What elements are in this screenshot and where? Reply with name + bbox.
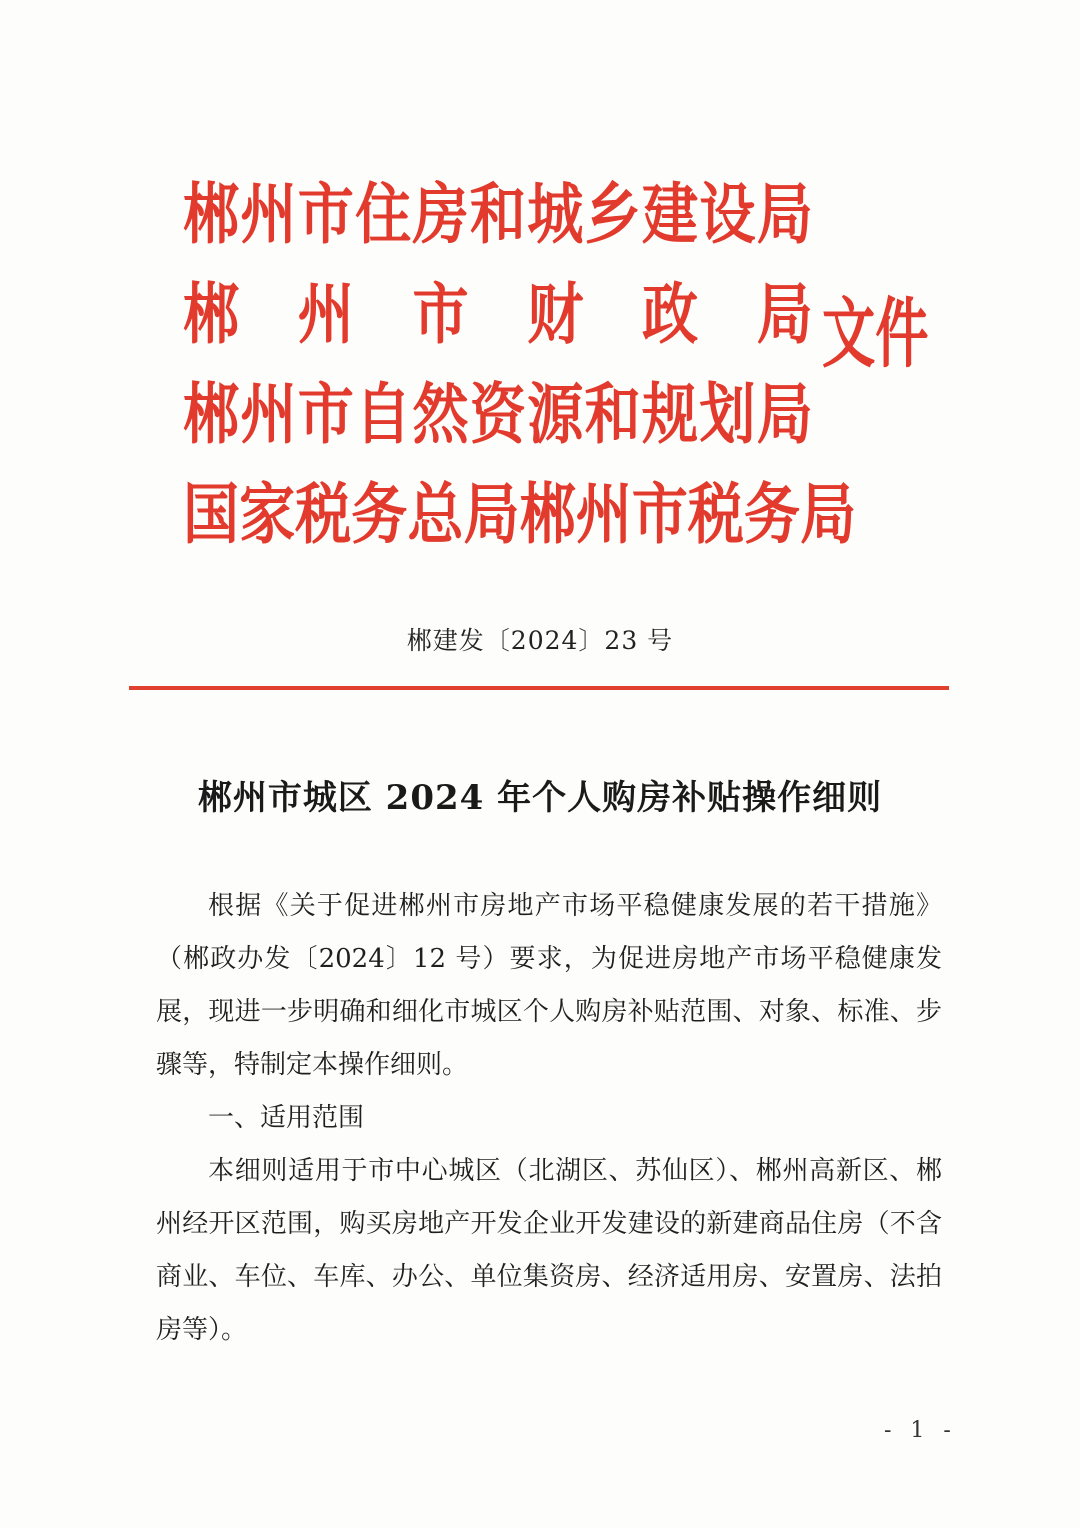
agency-char: 财 [527,276,584,353]
document-number: 郴建发〔2024〕23 号 [406,626,674,655]
agency-char: 政 [642,276,699,353]
agency-char: 务 [351,476,408,553]
agency-char: 资 [469,376,526,453]
agency-char: 源 [527,376,584,453]
agency-char: 和 [469,176,526,253]
agency-char: 郴 [183,176,240,253]
agency-char: 市 [297,376,354,453]
scope-paragraph: 本细则适用于市中心城区（北湖区、苏仙区）、郴州高新区、郴州经开区范围，购买房地产开发企业开发建设的新建商品住房（不含商业、车位、车库、办公、单位集资房、经济适用房、安置房、法拍房等）。 [156,1156,942,1345]
agency-char: 局 [463,476,520,553]
document-title: 郴州市城区 2024 年个人购房补贴操作细则 [197,778,883,818]
document-type-label: 文件 [822,289,929,378]
agency-char: 市 [631,476,688,553]
agency-char: 税 [295,476,352,553]
agency-char: 划 [699,376,756,453]
agency-char: 乡 [584,176,641,253]
agency-line-natural-resources [183,365,813,465]
agency-char: 州 [240,176,297,253]
agency-char: 国 [183,476,240,553]
agency-char: 规 [642,376,699,453]
agency-char: 务 [744,476,801,553]
agency-char: 总 [407,476,464,553]
agency-char: 自 [355,376,412,453]
agency-char: 家 [239,476,296,553]
agency-char: 城 [527,176,584,253]
agency-char: 局 [800,476,857,553]
agency-char: 住 [355,176,412,253]
agency-char: 局 [756,376,813,453]
page-number: - 1 - [884,1418,957,1443]
agency-char: 局 [756,276,813,353]
document-body [156,880,942,1357]
agency-char: 郴 [519,476,576,553]
agency-line-housing [183,165,813,265]
red-divider-line [129,686,949,690]
agency-line-tax-bureau [183,465,857,565]
agency-char: 州 [297,276,354,353]
agency-char: 市 [297,176,354,253]
section-heading-scope: 一、适用范围 [208,1103,365,1133]
agency-char: 设 [699,176,756,253]
intro-paragraph: 根据《关于促进郴州市房地产市场平稳健康发展的若干措施》（郴政办发〔2024〕12 号）要求，为促进房地产市场平稳健康发展，现进一步明确和细化市城区个人购房补贴范围、对象、标准、步骤等，特制定本操作细则。 [156,891,942,1080]
agency-char: 郴 [183,276,240,353]
agency-char: 房 [412,176,469,253]
agency-char: 然 [412,376,469,453]
agency-char: 和 [584,376,641,453]
agency-char: 郴 [183,376,240,453]
agency-char: 州 [240,376,297,453]
agency-char: 市 [412,276,469,353]
agency-char: 税 [687,476,744,553]
agency-line-finance [183,265,813,365]
agency-char: 建 [642,176,699,253]
agency-char: 州 [575,476,632,553]
issuing-agencies [183,165,857,565]
agency-char: 局 [756,176,813,253]
